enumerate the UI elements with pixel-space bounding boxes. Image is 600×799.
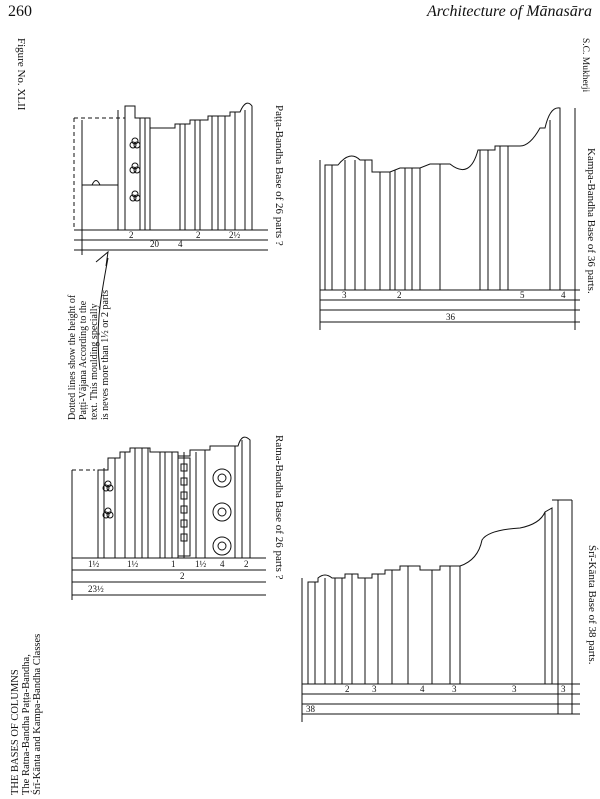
srikanta-dim-2: 3 [372,684,377,694]
srikanta-dim-3: 4 [420,684,425,694]
ratna-dim-0: 23½ [88,584,104,594]
ratna-dim-6: 4 [220,559,225,569]
note-line2: Paṭṭi-Vājana According to the [78,300,89,420]
ratna-dim-3: 1 [171,559,176,569]
srikanta-dim-4: 3 [452,684,457,694]
patta-dim-4: 2½ [229,230,241,240]
figure-label: Figure No. XLII [15,38,27,111]
ratna-dim-2: 1½ [127,559,139,569]
ratna-dim-5: 1½ [195,559,207,569]
plate-caption-line2: The Ratna-Bandha Paṭṭa-Bandha, [21,654,32,795]
patta-dim-3: 2 [196,230,201,240]
patta-dim-1: 4 [178,239,183,249]
page-number: 260 [8,3,32,20]
note-line4: is neves more than 1½ or 2 parts [100,290,111,420]
kampa-dim-2: 2 [397,290,402,300]
kampa-dim-4: 4 [561,290,566,300]
srikanta-dim-1: 2 [345,684,350,694]
patta-dim-0: 20 [150,239,159,249]
kampa-bandha-caption: Kampa-Bandha Base of 36 parts. [585,148,597,294]
note-line3: text. This moulding specially [89,303,100,420]
ratna-dim-1: 1½ [88,559,100,569]
ratna-dim-7: 2 [244,559,249,569]
ratna-dim-4: 2 [180,571,185,581]
note-line1: Dotted lines show the height of [67,294,78,420]
plate-caption-line3: Śrī-Kānta and Kampa-Bandha Classes [32,633,43,795]
credit: S.C. Mukherji [580,38,590,93]
kampa-dim-1: 3 [342,290,347,300]
book-title: Architecture of Mānasāra [426,3,592,20]
srikanta-caption: Śrī-Kānta Base of 38 parts. [586,545,598,665]
srikanta-dim-6: 3 [561,684,566,694]
kampa-bandha-base [320,108,580,330]
plate-caption-line1: THE BASES OF COLUMNS [10,669,21,795]
patta-dim-2: 2 [129,230,134,240]
srikanta-base [302,500,580,722]
srikanta-dim-0: 38 [306,704,315,714]
srikanta-dim-5: 3 [512,684,517,694]
kampa-dim-3: 5 [520,290,525,300]
patta-bandha-caption: Paṭṭa-Bandha Base of 26 parts ? [273,105,285,246]
ratna-bandha-base [72,437,266,600]
ratna-bandha-caption: Ratna-Bandha Base of 26 parts ? [273,435,285,580]
kampa-dim-0: 36 [446,312,455,322]
